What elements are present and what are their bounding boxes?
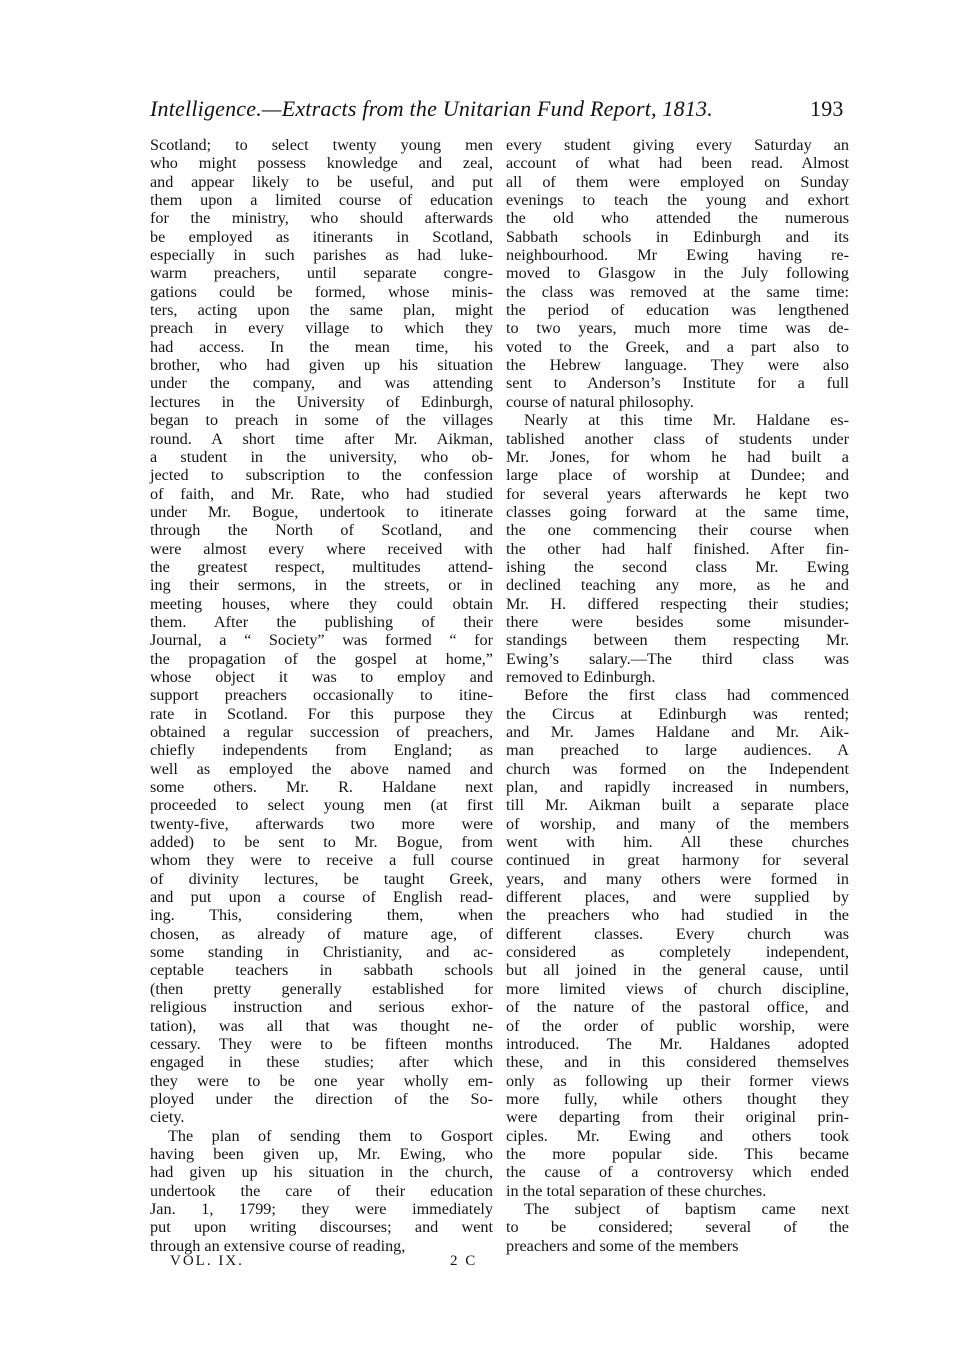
text-line: round. A short time after Mr. Aikman, <box>150 429 493 448</box>
text-line: these, and in this considered themselves <box>506 1053 849 1072</box>
text-line: under the company, and was attending <box>150 374 493 393</box>
text-line: but all joined in the general cause, until <box>506 961 849 980</box>
text-line: well as employed the above named and <box>150 759 493 778</box>
text-line: jected to subscription to the confession <box>150 466 493 485</box>
text-line: ishing the second class Mr. Ewing <box>506 557 849 576</box>
text-line: more fully, while others thought they <box>506 1089 849 1108</box>
text-line: some standing in Christianity, and ac- <box>150 943 493 962</box>
right-column <box>506 136 849 1255</box>
text-line: Jan. 1, 1799; they were immediately <box>150 1199 493 1218</box>
text-line: different classes. Every church was <box>506 924 849 943</box>
left-column <box>150 136 493 1255</box>
text-line: them upon a limited course of education <box>150 191 493 210</box>
text-line: whose object it was to employ and <box>150 667 493 686</box>
text-line: ciples. Mr. Ewing and others took <box>506 1126 849 1145</box>
text-line: only as following up their former views <box>506 1071 849 1090</box>
text-line: preachers and some of the members <box>506 1236 739 1255</box>
text-line: plan, and rapidly increased in numbers, <box>506 778 849 797</box>
text-line: of worship, and many of the members <box>506 814 849 833</box>
running-header <box>150 96 850 126</box>
text-line: obtained a regular succession of preachers, <box>150 723 493 741</box>
text-line: had access. In the mean time, his <box>150 337 493 356</box>
text-line: Journal, a “ Society” was formed “ for <box>150 631 493 650</box>
text-line: chiefly independents from England; as <box>150 741 493 760</box>
text-line: of the nature of the pastoral office, and <box>506 998 849 1017</box>
text-line: the greatest respect, multitudes attend- <box>150 557 493 576</box>
text-line: to two years, much more time was de- <box>506 319 849 338</box>
text-line: neighbourhood. Mr Ewing having re- <box>506 246 849 265</box>
text-line: the cause of a controversy which ended <box>506 1163 849 1182</box>
text-line: till Mr. Aikman built a separate place <box>506 796 849 815</box>
text-line: (then pretty generally established for <box>150 979 493 998</box>
text-line: Ewing’s salary.—The third class was <box>506 649 849 668</box>
text-line: Mr. Jones, for whom he had built a <box>506 447 849 466</box>
text-line: whom they were to receive a full course <box>150 851 493 870</box>
text-line: the old who attended the numerous <box>506 209 849 228</box>
text-line: and appear likely to be useful, and put <box>150 172 493 191</box>
text-line: the Hebrew language. They were also <box>506 356 849 375</box>
text-line: The subject of baptism came next <box>524 1199 849 1218</box>
text-line: were departing from their original prin- <box>506 1108 849 1127</box>
text-line: Mr. H. differed respecting their studies; <box>506 594 849 613</box>
text-line: who might possess knowledge and zeal, <box>150 154 493 173</box>
text-line: especially in such parishes as had luke- <box>150 246 493 265</box>
text-line: rate in Scotland. For this purpose they <box>150 704 493 723</box>
text-line: ing. This, considering them, when <box>150 906 493 925</box>
text-line: ters, acting upon the same plan, might <box>150 301 493 320</box>
text-line: The plan of sending them to Gosport <box>168 1126 493 1145</box>
text-line: added) to be sent to Mr. Bogue, from <box>150 833 493 852</box>
text-line: the Circus at Edinburgh was rented; <box>506 704 849 723</box>
text-line: Scotland; to select twenty young men <box>150 136 493 154</box>
text-line: of the order of public worship, were <box>506 1016 849 1035</box>
text-line: lectures in the University of Edinburgh, <box>150 392 493 411</box>
text-line: went with him. All these churches <box>506 833 849 852</box>
text-line: removed to Edinburgh. <box>506 667 656 686</box>
text-line: they were to be one year wholly em- <box>150 1071 493 1090</box>
text-line: considered as completely independent, <box>506 943 849 962</box>
text-line: all of them were employed on Sunday <box>506 172 849 191</box>
text-line: ceptable teachers in sabbath schools <box>150 961 493 980</box>
text-line: began to preach in some of the villages <box>150 411 493 430</box>
text-line: meeting houses, where they could obtain <box>150 594 493 613</box>
text-line: man preached to large audiences. A <box>506 741 849 760</box>
text-line: under Mr. Bogue, undertook to itinerate <box>150 502 493 521</box>
text-line: course of natural philosophy. <box>506 392 694 411</box>
text-line: Before the first class had commenced <box>524 686 849 705</box>
text-line: the period of education was lengthened <box>506 301 849 320</box>
text-line: warm preachers, until separate congre- <box>150 264 493 283</box>
text-line: different places, and were supplied by <box>506 888 849 907</box>
text-line: the propagation of the gospel at home,” <box>150 649 493 668</box>
text-line: preach in every village to which they <box>150 319 493 338</box>
text-line: them. After the publishing of their <box>150 612 493 631</box>
text-line: proceeded to select young men (at first <box>150 796 493 815</box>
text-line: be employed as itinerants in Scotland, <box>150 227 493 246</box>
text-line: there were besides some misunder- <box>506 612 849 631</box>
text-line: introduced. The Mr. Haldanes adopted <box>506 1034 849 1053</box>
text-line: account of what had been read. Almost <box>506 154 849 173</box>
text-line: some others. Mr. R. Haldane next <box>150 778 493 797</box>
text-line: for several years afterwards he kept two <box>506 484 849 503</box>
running-title: Intelligence.—Extracts from the Unitarian Fund Report, 1813. <box>150 96 713 121</box>
text-line: twenty-five, afterwards two more were <box>150 814 493 833</box>
text-line: and put upon a course of English read- <box>150 888 493 907</box>
text-line: support preachers occasionally to itine- <box>150 686 493 705</box>
text-line: the other had half finished. After fin- <box>506 539 849 558</box>
text-line: continued in great harmony for several <box>506 851 849 870</box>
text-line: every student giving every Saturday an <box>506 136 849 154</box>
text-line: through the North of Scotland, and <box>150 521 493 540</box>
text-line: brother, who had given up his situation <box>150 356 493 375</box>
text-line: for the ministry, who should afterwards <box>150 209 493 228</box>
text-line: of faith, and Mr. Rate, who had studied <box>150 484 493 503</box>
text-line: tation), was all that was thought ne- <box>150 1016 493 1035</box>
text-line: gations could be formed, whose minis- <box>150 282 493 301</box>
text-line: standings between them respecting Mr. <box>506 631 849 650</box>
text-line: declined teaching any more, as he and <box>506 576 849 595</box>
text-line: had given up his situation in the church, <box>150 1163 493 1182</box>
volume-number: VOL. IX. <box>170 1253 244 1269</box>
text-line: Sabbath schools in Edinburgh and its <box>506 227 849 246</box>
text-line: voted to the Greek, and a part also to <box>506 337 849 356</box>
text-line: moved to Glasgow in the July following <box>506 264 849 283</box>
text-line: ing their sermons, in the streets, or in <box>150 576 493 595</box>
text-line: chosen, as already of mature age, of <box>150 924 493 943</box>
text-line: Nearly at this time Mr. Haldane es- <box>524 411 849 430</box>
text-line: the preachers who had studied in the <box>506 906 849 925</box>
text-line: years, and many others were formed in <box>506 869 849 888</box>
text-line: a student in the university, who ob- <box>150 447 493 466</box>
text-line: put upon writing discourses; and went <box>150 1218 493 1237</box>
text-line: the more popular side. This became <box>506 1144 849 1163</box>
text-line: religious instruction and serious exhor- <box>150 998 493 1017</box>
text-line: tablished another class of students under <box>506 429 849 448</box>
text-line: ployed under the direction of the So- <box>150 1089 493 1108</box>
text-line: through an extensive course of reading, <box>150 1236 406 1255</box>
text-line: the one commencing their course when <box>506 521 849 540</box>
text-line: the class was removed at the same time: <box>506 282 849 301</box>
text-line: more limited views of church discipline, <box>506 979 849 998</box>
text-line: church was formed on the Independent <box>506 759 849 778</box>
page-number: 193 <box>810 96 844 121</box>
text-line: were almost every where received with <box>150 539 493 558</box>
text-line: sent to Anderson’s Institute for a full <box>506 374 849 393</box>
text-line: cessary. They were to be fifteen months <box>150 1034 493 1053</box>
page-footer <box>170 1253 478 1270</box>
text-line: of divinity lectures, be taught Greek, <box>150 869 493 888</box>
text-line: ciety. <box>150 1108 185 1127</box>
text-line: to be considered; several of the <box>506 1218 849 1237</box>
text-line: evenings to teach the young and exhort <box>506 191 849 210</box>
text-line: classes going forward at the same time, <box>506 502 849 521</box>
text-line: engaged in these studies; after which <box>150 1053 493 1072</box>
signature-mark: 2 C <box>450 1253 478 1269</box>
text-line: having been given up, Mr. Ewing, who <box>150 1144 493 1163</box>
text-line: and Mr. James Haldane and Mr. Aik- <box>506 723 849 741</box>
text-line: in the total separation of these churches. <box>506 1181 767 1200</box>
text-line: large place of worship at Dundee; and <box>506 466 849 485</box>
text-line: undertook the care of their education <box>150 1181 493 1200</box>
